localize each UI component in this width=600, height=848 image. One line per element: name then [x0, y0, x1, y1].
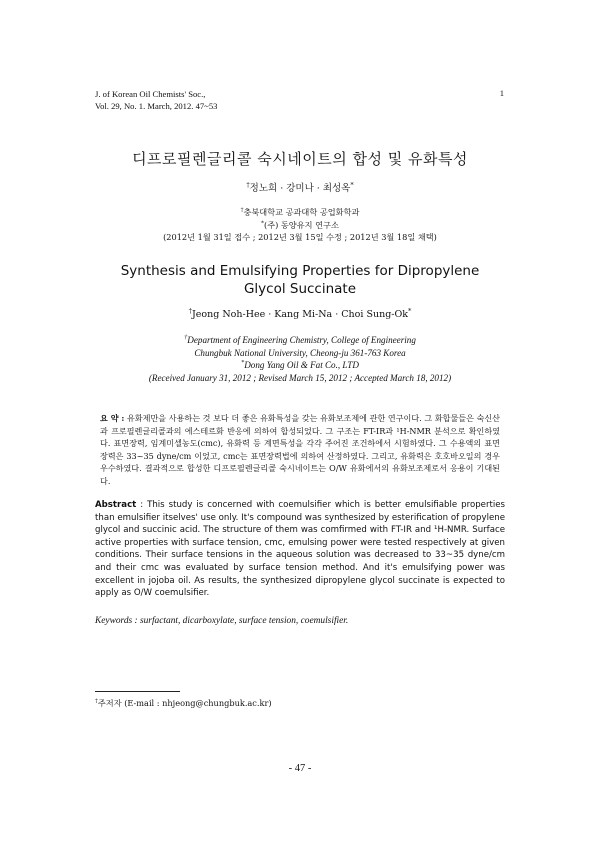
abstract-korean-text: 유화제만을 사용하는 것 보다 더 좋은 유화특성을 갖는 유화보조제에 관한 연구이다. 그 화합물들은 숙신산과 프로필렌글리콜과의 에스테르화 반응에 의하여 합성되었다. 그 구조는 FT-IR과 ¹H-NMR 분석으로 확인하였다. 표면장력, 임계미셀농도(cmc), 유화력 등 계면특성을 각각 주어진 조건하에서 시험하였다. 그 수용액의 표면장력은 33~35 dyne/cm 이었고, cmc는 표면장력법에 의하여 산정하였다. 그리고, 유화력은 호호바오일의 경우 우수하였다. 결과적으로 합성한 디프로필렌글리콜 숙시네이트는 O/W 유화에서의 유화보조제로서 응용이 기대된다. — [100, 413, 501, 486]
dagger-mark: † — [246, 180, 250, 189]
keywords: Keywords : surfactant, dicarboxylate, surface tension, coemulsifier. — [95, 616, 349, 626]
authors-korean — [0, 180, 600, 194]
authors-korean-text: 정노희 · 강미나 · 최성옥 — [249, 183, 351, 194]
abstract-english-label: Abstract — [95, 500, 137, 510]
affiliation-korean-line-1: 충북대학교 공과대학 공업화학과 — [243, 207, 360, 217]
affiliation-english — [0, 334, 600, 384]
affiliation-english-line-3: Dong Yang Oil & Fat Co., LTD — [244, 360, 359, 371]
star-mark: * — [350, 180, 354, 189]
star-mark: * — [261, 219, 264, 226]
title-korean: 디프로필렌글리콜 숙시네이트의 합성 및 유화특성 — [132, 150, 468, 168]
abstract-korean-label: 요 약 : — [100, 413, 125, 423]
journal-line-2: Vol. 29, No. 1. March, 2012. 47~53 — [95, 101, 218, 111]
affiliation-english-line-1: Department of Engineering Chemistry, College of Engineering — [187, 335, 416, 345]
affiliation-korean — [0, 206, 600, 244]
header-page-number: 1 — [499, 88, 504, 98]
affiliation-korean-line-2: (주) 동양유지 연구소 — [264, 219, 339, 230]
footnote-divider — [95, 691, 180, 692]
star-mark: * — [408, 306, 412, 315]
abstract-english — [95, 499, 505, 600]
dates-english: (Received January 31, 2012 ; Revised March 15, 2012 ; Accepted March 18, 2012) — [148, 372, 452, 383]
journal-citation — [95, 88, 217, 112]
title-english — [0, 262, 600, 298]
dagger-mark: † — [184, 333, 188, 341]
title-english-line-2: Glycol Succinate — [243, 281, 357, 297]
footnote — [95, 698, 272, 709]
footnote-text: 주저자 (E-mail : nhjeong@chungbuk.ac.kr) — [97, 698, 272, 708]
authors-english — [0, 306, 600, 320]
page-folio: - 47 - — [288, 763, 312, 774]
star-mark: * — [241, 359, 245, 367]
dagger-mark: † — [240, 207, 244, 214]
affiliation-english-line-2: Chungbuk National University, Cheong-ju 361-763 Korea — [194, 347, 406, 358]
dagger-mark: † — [95, 698, 98, 705]
journal-line-1: J. of Korean Oil Chemists' Soc., — [95, 89, 206, 99]
abstract-korean — [100, 412, 500, 488]
authors-english-text: Jeong Noh-Hee · Kang Mi-Na · Choi Sung-Ok — [191, 309, 409, 320]
dates-korean: (2012년 1월 31일 접수 ; 2012년 3월 15일 수정 ; 2012년 3월 18일 채택) — [163, 232, 437, 242]
dagger-mark: † — [188, 306, 192, 315]
abstract-english-text: : This study is concerned with coemulsifier which is better emulsifiable properties than emulsifier itselves' use only. It's compound was synthesized by esterification of propylene glycol and succinic acid. The structure of them was comfirmed with FT-IR and ¹H-NMR. Surface active properties with surface tension, cmc, emulsing power were tested respectively at given conditions. Their surface tensions in the aqueous solution was decreased to 33~35 dyne/cm and their cmc was evaluated by surface tension method. And it's emulsifying power was excellent in jojoba oil. As results, the synthesized dipropylene glycol succinate is expected to apply as O/W coemulsifier. — [95, 500, 505, 599]
title-english-line-1: Synthesis and Emulsifying Properties for Dipropylene — [120, 263, 480, 279]
